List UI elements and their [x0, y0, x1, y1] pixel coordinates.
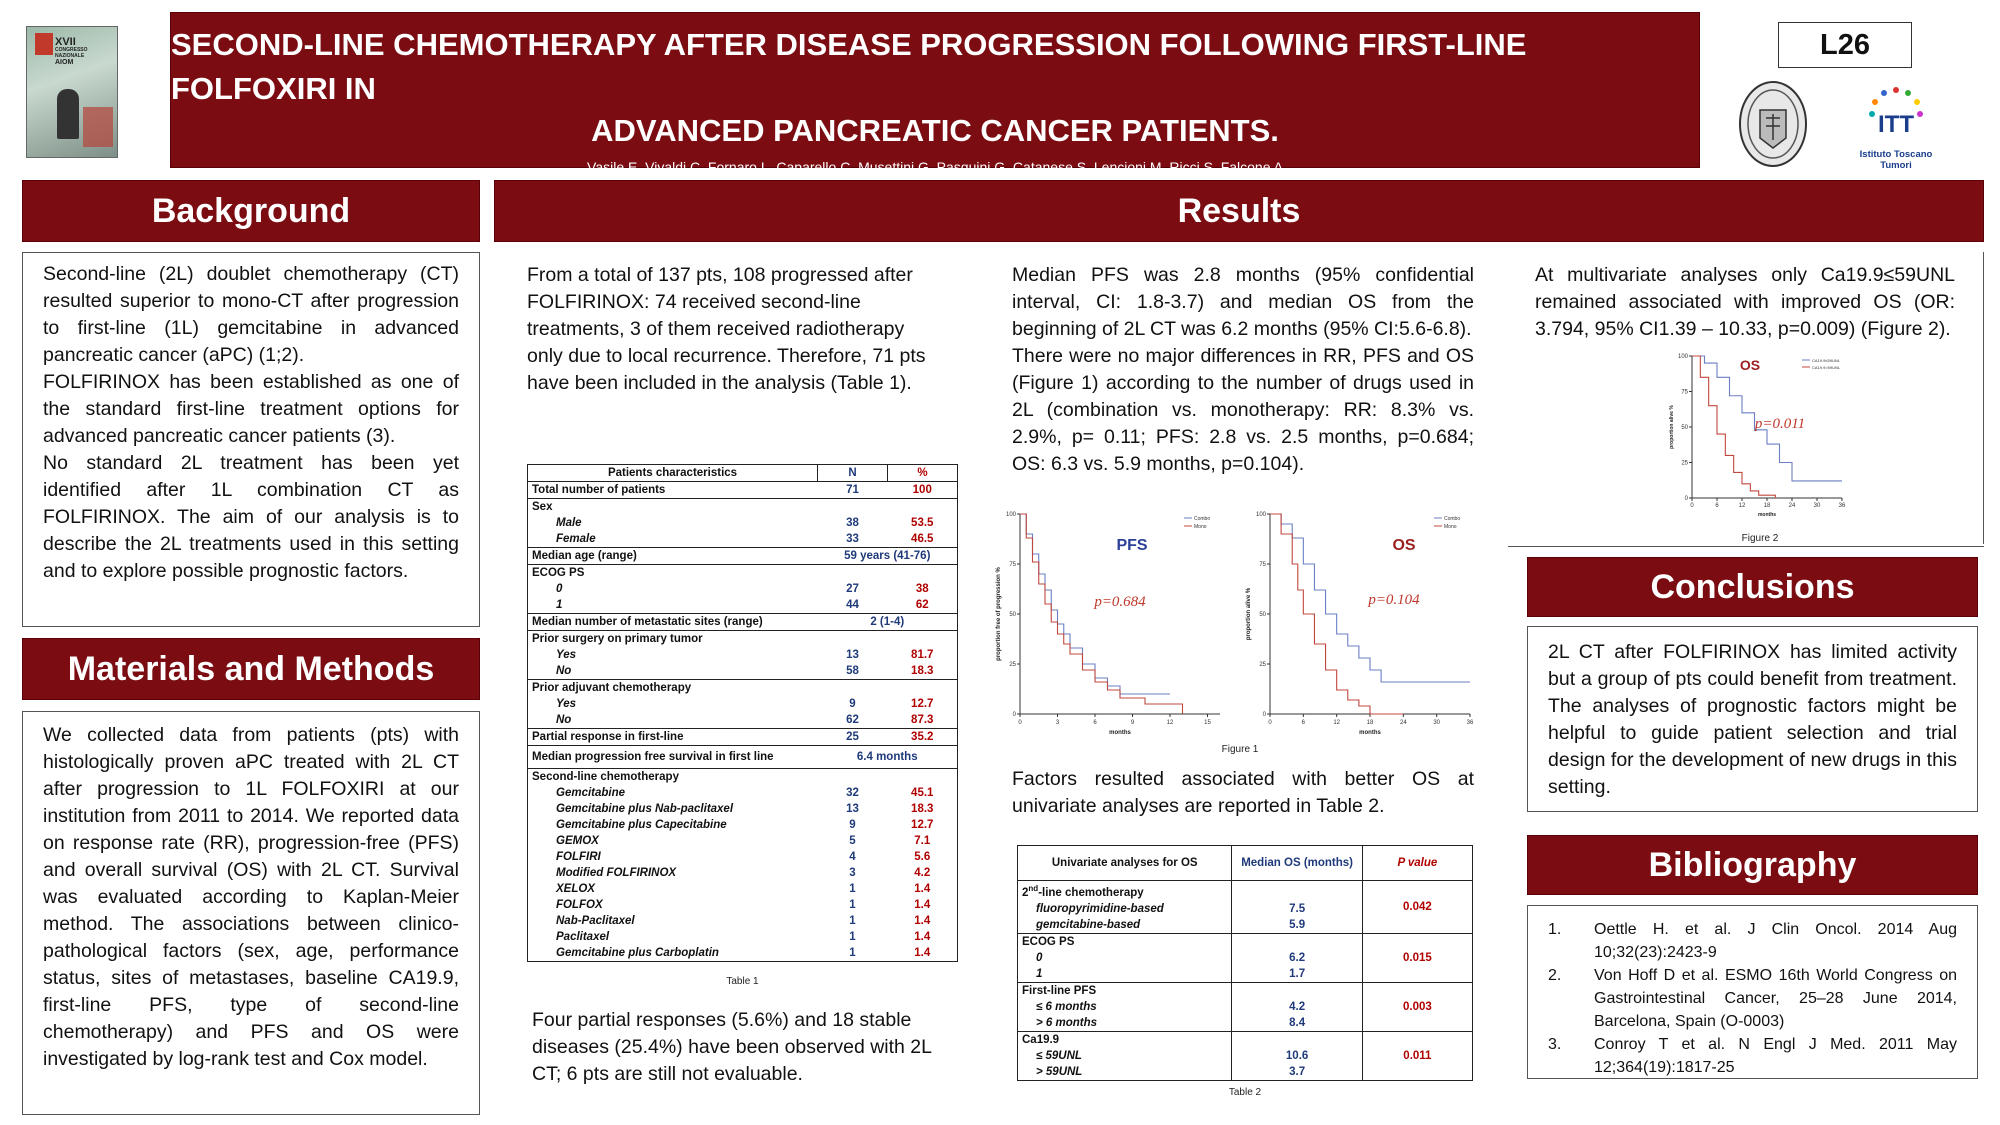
figure2-caption: Figure 2 [1741, 533, 1779, 544]
table1-cell: 58 [846, 665, 859, 677]
x-tick-label: 0 [1268, 720, 1272, 726]
table1-cell: 18.3 [911, 803, 934, 815]
table2 [1017, 845, 1473, 1098]
y-tick-label: 50 [1009, 612, 1016, 618]
chart-title: PFS [1116, 537, 1148, 554]
table1-cell: 1 [849, 899, 856, 911]
univariate-os-table [1017, 845, 1473, 1081]
p-value-annotation: p=0.684 [1094, 594, 1146, 610]
x-tick-label: 36 [1838, 503, 1846, 509]
table1-cell: No [556, 714, 572, 726]
table1-cell: 1.4 [914, 915, 931, 927]
table1-cell: XELOX [556, 883, 595, 895]
figure1 [990, 510, 1490, 762]
y-tick-label: 75 [1009, 562, 1016, 568]
y-tick-label: 100 [1005, 512, 1016, 518]
table1-cell: 12.7 [911, 698, 934, 710]
table1-cell: 1 [849, 931, 856, 943]
table1-cell: 0 [556, 583, 563, 595]
table1-cell: 2 (1-4) [818, 614, 958, 631]
methods-heading [22, 638, 480, 700]
legend-label: Mono [1444, 524, 1457, 530]
table2-pvalue: 0.011 [1362, 1031, 1472, 1080]
congress-logo-line: NAZIONALE [55, 53, 85, 59]
y-tick-label: 25 [1681, 460, 1688, 467]
table2-cell: fluoropyrimidine-based [1036, 902, 1164, 915]
itt-logo-text: ITT [1878, 111, 1914, 138]
results-col2-text [1012, 262, 1474, 478]
p-value-annotation: p=0.011 [1754, 416, 1806, 432]
congress-logo-line: CONGRESSO [55, 47, 88, 53]
table2-cell: First-line PFS [1018, 982, 1232, 999]
table1-cell: 5.6 [914, 851, 931, 863]
table1-cell: 9 [849, 819, 856, 831]
x-tick-label: 30 [1813, 503, 1821, 509]
table1-header: Patients characteristics [528, 465, 818, 482]
bibliography-heading [1527, 835, 1978, 895]
table1-cell: Gemcitabine plus Carboplatin [556, 947, 719, 959]
table1-cell: 4 [849, 851, 856, 863]
methods-box [22, 711, 480, 1115]
table2-cell: 5.9 [1232, 917, 1362, 934]
table1-cell: 6.4 months [818, 746, 958, 769]
conclusions-text: 2L CT after FOLFIRINOX has limited activity but a group of pts could benefit from treatment. The analyses of prognostic factors might be helpful to guide patient selection and trial design for the development of new drugs in this setting. [1548, 641, 1957, 798]
table1-cell: 5 [849, 835, 856, 847]
x-tick-label: 18 [1763, 503, 1771, 509]
table1-cell: 1 [849, 947, 856, 959]
bibliography-item [1548, 964, 1957, 1033]
bibliography-num: 2. [1548, 967, 1562, 984]
y-tick-label: 75 [1259, 562, 1266, 568]
legend-label: Combo [1194, 516, 1211, 522]
x-tick-label: 12 [1333, 720, 1341, 726]
table2-cell: 1.7 [1232, 966, 1362, 983]
poster-title-line2: ADVANCED PANCREATIC CANCER PATIENTS. [591, 113, 1279, 148]
x-tick-label: 0 [1690, 503, 1694, 509]
ca199-km-chart [1670, 352, 1850, 526]
conclusions-heading-text: Conclusions [1650, 567, 1855, 606]
bibliography-item [1548, 918, 1957, 964]
y-axis-label: proportion alive % [1246, 587, 1252, 641]
table1-cell: Gemcitabine plus Nab-paclitaxel [556, 803, 734, 815]
p-value-annotation: p=0.104 [1368, 592, 1420, 608]
table1-cell: 35.2 [888, 729, 958, 746]
table1-cell: 1 [849, 883, 856, 895]
table1-cell: 45.1 [911, 787, 934, 799]
bibliography-text: Von Hoff D et al. ESMO 16th World Congress on Gastrointestinal Cancer, 25–28 June 2014, Barcelona, Spain (O-0003) [1594, 967, 1957, 1030]
y-tick-label: 50 [1681, 425, 1688, 431]
table1-cell: 62 [846, 714, 859, 726]
table1-cell: 1.4 [914, 947, 931, 959]
chart-title: OS [1739, 357, 1761, 373]
x-tick-label: 30 [1433, 720, 1441, 726]
results-intro: From a total of 137 pts, 108 progressed after FOLFIRINOX: 74 received second-line treatments, 3 of them received radiotherapy only due to local recurrence. Therefore, 71 pts have been included in the analysis (Table 1). [527, 264, 926, 394]
table1-cell: Yes [556, 698, 577, 710]
table2-header: P value [1397, 857, 1438, 869]
table2-cell: ≤ 59UNL [1036, 1049, 1082, 1062]
conclusions-heading [1527, 557, 1978, 617]
table2-cell: -line chemotherapy [1038, 886, 1144, 899]
table1-cell: Median number of metastatic sites (range) [528, 614, 818, 631]
background-paragraph: No standard 2L treatment has been yet identified after 1L combination CT as FOLFIRINOX. The aim of our analysis is to describe the 2L treatments used in this setting and to explore possible prognostic factors. [43, 452, 459, 582]
table1-cell: 38 [915, 583, 929, 595]
table1-cell: 33 [846, 533, 859, 545]
bibliography-num: 3. [1548, 1036, 1562, 1053]
x-tick-label: 18 [1366, 720, 1374, 726]
table1-cell: 13 [846, 803, 859, 815]
table1-cell: 44 [846, 599, 859, 611]
y-tick-label: 100 [1255, 512, 1266, 518]
poster-title-line1: SECOND-LINE CHEMOTHERAPY AFTER DISEASE PROGRESSION FOLLOWING FIRST-LINE FOLFOXIRI IN [171, 27, 1527, 106]
authors: Vasile E, Vivaldi C, Fornaro L, Caparello C, Musettini G, Pasquini G, Catanese S, Lencioni M, Ricci S, Falcone A [587, 159, 1283, 175]
x-tick-label: 3 [1055, 720, 1060, 726]
table2-group-label [1018, 881, 1232, 901]
x-tick-label: 24 [1788, 503, 1796, 509]
table1-header: N [818, 465, 888, 482]
background-paragraph: FOLFIRINOX has been established as one of the standard first-line treatment options for advanced pancreatic cancer patients (3). [43, 371, 459, 447]
results-median-text: Median PFS was 2.8 months (95% confidential interval, CI: 1.8-3.7) and median OS from the beginning of 2L CT was 6.2 months (95% CI:5.6-6.8). [1012, 264, 1474, 340]
multivariate-text: At multivariate analyses only Ca19.9≤59UNL remained associated with improved OS (OR: 3.794, 95% CI1.39 – 10.33, p=0.009) (Figure 2). [1535, 264, 1955, 340]
bibliography-text: Oettle H. et al. J Clin Oncol. 2014 Aug 10;32(23):2423-9 [1594, 921, 1957, 961]
table2-cell: 3.7 [1232, 1064, 1362, 1081]
table2-cell: nd [1028, 884, 1039, 893]
table2-cell: 6.2 [1232, 950, 1362, 966]
methods-text: We collected data from patients (pts) with histologically proven aPC treated with 2L CT after progression to 1L FOLFOXIRI at our institution from 2011 to 2014. We reported data on response rate (RR), progression-free (PFS) and overall survival (OS) with 2L CT. Survival was evaluated according to Kaplan-Meier method. The associations between clinico-pathological factors (sex, age, performance status, sites of metastases, baseline CA19.9, first-line PFS, type of second-line chemotherapy) and PFS and OS were investigated by log-rank test and Cox model. [43, 724, 459, 1070]
table1-cell: Second-line chemotherapy [528, 769, 818, 786]
table1-cell: 87.3 [911, 714, 934, 726]
results-outro: Four partial responses (5.6%) and 18 stable diseases (25.4%) have been observed with 2L CT; 6 pts are still not evaluable. [532, 1009, 932, 1085]
x-tick-label: 6 [1093, 720, 1097, 726]
itt-logo [1846, 82, 1946, 171]
x-tick-label: 12 [1166, 720, 1174, 726]
chart-title: OS [1392, 537, 1416, 554]
table1-cell: Gemcitabine [556, 787, 626, 799]
table1-caption: Table 1 [726, 976, 759, 987]
table2-cell: 10.6 [1232, 1048, 1362, 1064]
university-seal-icon [1738, 80, 1808, 168]
background-box [22, 252, 480, 627]
table1-cell: 59 years (41-76) [818, 548, 958, 565]
results-heading [494, 180, 1984, 242]
table1-cell: 1.4 [914, 899, 931, 911]
legend-label: Combo [1444, 516, 1461, 522]
table1-cell: 46.5 [911, 533, 934, 545]
table2-cell: > 59UNL [1036, 1065, 1083, 1078]
table1-cell: Prior surgery on primary tumor [528, 631, 818, 648]
figure1-caption: Figure 1 [1221, 744, 1259, 755]
table1-cell: 53.5 [911, 517, 934, 529]
results-heading-text: Results [1177, 191, 1301, 230]
table2-cell: Ca19.9 [1018, 1031, 1232, 1048]
table2-cell: 8.4 [1232, 1015, 1362, 1032]
background-paragraph: Second-line (2L) doublet chemotherapy (CT) resulted superior to mono-CT after progression to first-line (1L) gemcitabine in advanced pancreatic cancer (aPC) (1;2). [43, 263, 459, 366]
figure2 [1670, 352, 1850, 542]
bibliography-heading-text: Bibliography [1648, 845, 1857, 884]
table1-cell: ECOG PS [528, 565, 818, 582]
table2-cell: ≤ 6 months [1036, 1000, 1097, 1013]
table2-cell: 7.5 [1232, 901, 1362, 917]
table1-cell: FOLFIRI [556, 851, 601, 863]
y-tick-label: 0 [1262, 712, 1266, 718]
x-tick-label: 0 [1018, 720, 1022, 726]
bibliography-text: Conroy T et al. N Engl J Med. 2011 May 12;364(19):1817-25 [1594, 1036, 1957, 1076]
y-tick-label: 25 [1009, 662, 1016, 668]
x-axis-label: months [1359, 730, 1381, 736]
os-km-chart [1240, 510, 1480, 742]
y-tick-label: 0 [1012, 712, 1016, 718]
y-tick-label: 25 [1259, 662, 1266, 668]
table1-cell: 12.7 [911, 819, 934, 831]
results-factors-text: Factors resulted associated with better OS at univariate analyses are reported in Table 2. [1012, 768, 1474, 817]
table1-cell: Partial response in first-line [528, 729, 818, 746]
table1-cell: Male [556, 517, 582, 529]
table1-cell: Median progression free survival in first line [528, 746, 818, 769]
results-differences-text: There were no major differences in RR, PFS and OS (Figure 1) according to the number of drugs used in 2L (combination vs. monotherapy: RR: 8.3% vs. 2.9%, p= 0.11; PFS: 2.8 vs. 2.5 months, p=0.684; OS: 6.3 vs. 5.9 months, p=0.104). [1012, 345, 1474, 475]
table1-cell: 27 [846, 583, 859, 595]
axis-line [1270, 514, 1470, 714]
bibliography-item [1548, 1033, 1957, 1079]
x-axis-label: months [1757, 512, 1777, 518]
table1-cell: Modified FOLFIRINOX [556, 867, 677, 879]
table1-cell: 71 [818, 482, 888, 499]
table1-cell: 4.2 [914, 867, 931, 879]
table1-cell: 13 [846, 649, 859, 661]
table2-cell: ECOG PS [1018, 933, 1232, 950]
itt-caption: Istituto Toscano Tumori [1859, 149, 1933, 171]
table1-header: % [917, 467, 928, 479]
y-axis-label: proportion alive % [1669, 405, 1675, 449]
table1-cell: No [556, 665, 572, 677]
table1-cell: 38 [846, 517, 859, 529]
table1-cell: 1.4 [914, 931, 931, 943]
table2-header: Univariate analyses for OS [1018, 846, 1232, 881]
table1-cell: Sex [528, 499, 818, 516]
table1-cell: 9 [849, 698, 856, 710]
table1-cell: 1.4 [914, 883, 931, 895]
table1-cell: Female [556, 533, 596, 545]
congress-logo [26, 26, 118, 158]
table1-cell: Prior adjuvant chemotherapy [528, 680, 818, 697]
km-series-line [1020, 514, 1183, 714]
table1-cell: 1 [556, 599, 563, 611]
pfs-km-chart [990, 510, 1230, 742]
table2-caption: Table 2 [1228, 1086, 1262, 1098]
table2-cell: 4.2 [1232, 999, 1362, 1015]
table1-cell: Median age (range) [528, 548, 818, 565]
table2-cell: > 6 months [1036, 1016, 1098, 1029]
table2-cell: gemcitabine-based [1036, 918, 1141, 931]
poster-code: L26 [1820, 28, 1870, 61]
table1-cell: GEMOX [556, 835, 599, 847]
table1-cell: 81.7 [911, 649, 934, 661]
title-banner [170, 12, 1700, 175]
bibliography-num: 1. [1548, 921, 1562, 938]
table1-cell: 3 [849, 867, 856, 879]
congress-logo-line: XVII [55, 36, 76, 48]
table1-cell: 62 [915, 599, 929, 611]
table1 [527, 464, 958, 987]
x-tick-label: 6 [1301, 720, 1306, 726]
methods-heading-text: Materials and Methods [67, 649, 435, 688]
y-tick-label: 100 [1677, 354, 1688, 360]
table2-pvalue: 0.015 [1362, 933, 1472, 982]
table2-pvalue: 0.003 [1362, 982, 1472, 1031]
legend-label: CA19.9≤59UNL [1812, 358, 1840, 363]
x-tick-label: 24 [1399, 720, 1407, 726]
itt-logo-icon [1846, 82, 1946, 142]
table2-header: Median OS (months) [1232, 846, 1362, 881]
table1-cell: Total number of patients [528, 482, 818, 499]
table1-cell: FOLFOX [556, 899, 603, 911]
y-axis-label: proportion free of progression % [996, 567, 1002, 661]
y-tick-label: 50 [1259, 612, 1266, 618]
table1-cell: Nab-Paclitaxel [556, 915, 635, 927]
table1-cell: 18.3 [911, 665, 934, 677]
y-tick-label: 0 [1684, 496, 1688, 502]
x-tick-label: 9 [1130, 720, 1135, 726]
conclusions-box [1527, 626, 1978, 812]
table1-cell: Paclitaxel [556, 931, 610, 943]
x-tick-label: 12 [1738, 503, 1746, 509]
x-tick-label: 36 [1466, 720, 1474, 726]
table2-cell: 2 [1022, 886, 1029, 899]
background-heading [22, 180, 480, 242]
poster-code-box [1778, 22, 1912, 68]
x-axis-label: months [1109, 730, 1131, 736]
table2-pvalue: 0.042 [1362, 881, 1472, 934]
x-tick-label: 15 [1204, 720, 1211, 726]
table1-cell: 25 [818, 729, 888, 746]
patient-characteristics-table [527, 464, 958, 962]
table1-cell: Gemcitabine plus Capecitabine [556, 819, 727, 831]
background-heading-text: Background [151, 191, 351, 230]
legend-label: Mono [1194, 524, 1207, 530]
table2-cell: 1 [1036, 967, 1043, 980]
bibliography-box [1527, 905, 1978, 1079]
table1-cell: 100 [888, 482, 958, 499]
congress-logo-line: AIOM [55, 59, 74, 66]
table2-cell: 0 [1036, 951, 1043, 964]
legend-label: CA19.9>59UNL [1812, 365, 1841, 370]
table1-cell: Yes [556, 649, 577, 661]
table1-cell: 7.1 [914, 835, 931, 847]
y-tick-label: 75 [1681, 389, 1688, 396]
table1-cell: 32 [846, 787, 859, 799]
x-tick-label: 6 [1715, 503, 1719, 509]
table1-cell: 1 [849, 915, 856, 927]
